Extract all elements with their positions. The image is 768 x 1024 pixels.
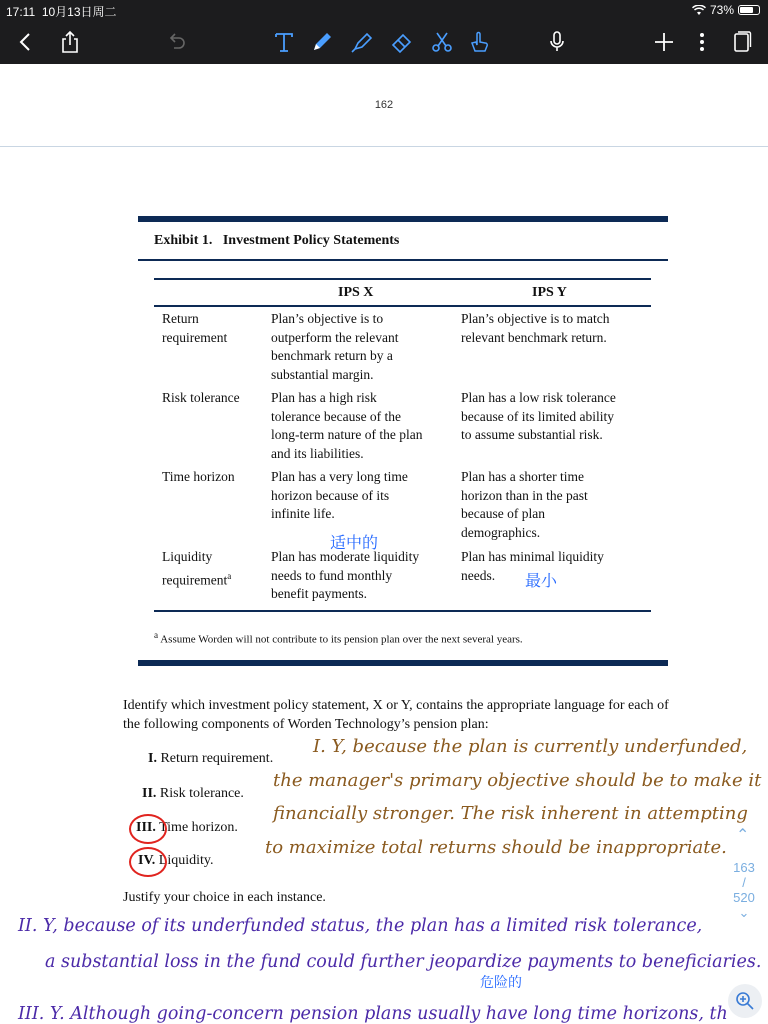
status-bar (0, 0, 768, 20)
handwritten-line: the manager's primary objective should be to make it (273, 770, 762, 791)
red-circle-annotation (129, 847, 167, 877)
exhibit-bottom-rule (138, 660, 668, 666)
pages-icon (729, 29, 755, 55)
status-date: 10月13日周二 (41, 5, 117, 19)
back-button[interactable] (10, 26, 42, 58)
table-top-rule (154, 278, 651, 280)
handwritten-line: II. Y, because of its underfunded status, the plan has a limited risk tolerance, (18, 916, 703, 936)
row-label-risk: Risk tolerance (162, 390, 240, 405)
highlighter-icon (349, 29, 375, 55)
more-button[interactable] (686, 26, 718, 58)
pages-button[interactable] (726, 26, 758, 58)
wifi-icon (692, 5, 706, 16)
pen-tool-button[interactable] (306, 26, 338, 58)
exhibit-footnote: $^a$ Assume Worden will not contribute to its pension plan over the next several years. (154, 630, 523, 646)
lasso-scissors-icon (429, 29, 455, 55)
undo-icon (163, 29, 189, 55)
shapes-tool-button[interactable] (464, 26, 496, 58)
exhibit-title-rule (138, 259, 668, 261)
item-risk: II. Risk tolerance. (142, 786, 244, 801)
handwritten-line: financially stronger. The risk inherent in attempting (273, 803, 748, 824)
pen-icon (309, 29, 335, 55)
handwritten-line: a substantial loss in the fund could further jeopardize payments to beneficiaries. (45, 952, 762, 972)
cell-time-x: Plan has a very long time horizon because of its infinite life. (271, 469, 408, 522)
item-liquidity: IV. Liquidity. (138, 853, 214, 868)
cell-return-x: Plan’s objective is to outperform the relevant benchmark return by a substantial margin. (271, 311, 399, 382)
row-label-return: Return requirement (162, 311, 228, 345)
row-label-time: Time horizon (162, 469, 235, 484)
page-indicator-separator: / (742, 875, 746, 890)
text-tool-button[interactable] (268, 26, 300, 58)
share-button[interactable] (54, 26, 86, 58)
eraser-icon (389, 29, 415, 55)
hand-shapes-icon (467, 29, 493, 55)
text-tool-icon (271, 29, 297, 55)
note-moderate: 适中的 (330, 533, 379, 552)
row-label-liquidity: Liquidity requirement$^a$ (162, 549, 232, 588)
exhibit-top-rule (138, 216, 668, 222)
eraser-tool-button[interactable] (386, 26, 418, 58)
cell-liquidity-x: Plan has moderate liquidity needs to fund monthly benefit payments. (271, 549, 420, 602)
handwritten-line: III. Y. Although going-concern pension plans usually have long time horizons, th (18, 1004, 728, 1024)
document-page[interactable] (0, 64, 768, 1024)
more-vertical-icon (689, 29, 715, 55)
microphone-button[interactable] (541, 26, 573, 58)
microphone-icon (544, 29, 570, 55)
zoom-button[interactable] (728, 984, 762, 1018)
zoom-in-icon (735, 991, 755, 1011)
handwritten-line: to maximize total returns should be inappropriate. (265, 837, 727, 858)
share-icon (57, 29, 83, 55)
cell-risk-x: Plan has a high risk tolerance because of the long-term nature of the plan and its liabilities. (271, 390, 423, 461)
cell-time-y: Plan has a shorter time horizon than in the past because of plan demographics. (461, 469, 588, 540)
red-circle-annotation (129, 814, 167, 844)
plus-icon (651, 29, 677, 55)
handwritten-line: I. Y, because the plan is currently underfunded, (313, 736, 748, 757)
highlighter-tool-button[interactable] (346, 26, 378, 58)
question-text: Identify which investment policy statement, X or Y, contains the appropriate language for each of the following components of Worden Technology’s pension plan: (123, 698, 669, 732)
current-page: 163 (733, 860, 755, 875)
table-header-rule (154, 305, 651, 307)
cell-return-y: Plan’s objective is to match relevant benchmark return. (461, 311, 610, 345)
justify-text: Justify your choice in each instance. (123, 890, 326, 905)
chevron-left-icon (13, 29, 39, 55)
cell-risk-y: Plan has a low risk tolerance because of its limited ability to assume substantial risk. (461, 390, 616, 443)
exhibit-title: Exhibit 1. Investment Policy Statements (154, 233, 400, 248)
item-time: III. Time horizon. (136, 820, 238, 835)
page-down-button[interactable]: ⌄ (738, 905, 750, 920)
table-bottom-rule (154, 610, 651, 612)
column-header-ips-x: IPS X (338, 285, 374, 300)
lasso-tool-button[interactable] (426, 26, 458, 58)
add-page-button[interactable] (648, 26, 680, 58)
cell-liquidity-y: Plan has minimal liquidity needs. (461, 549, 604, 583)
battery-percent: 73% (709, 3, 734, 17)
column-header-ips-y: IPS Y (532, 285, 567, 300)
page-indicator (728, 860, 760, 921)
status-time: 17:11 10月13日周二 (6, 5, 117, 19)
page-up-button[interactable]: ⌃ (736, 827, 750, 844)
toolbar (0, 20, 768, 64)
total-pages: 520 (733, 890, 755, 905)
note-minimal: 最小 (525, 571, 558, 590)
page-separator (0, 146, 768, 147)
undo-button[interactable] (160, 26, 192, 58)
item-return: I. Return requirement. (148, 751, 274, 766)
note-jeopardize: 危险的 (480, 975, 522, 991)
page-number: 162 (374, 99, 394, 111)
battery-icon (738, 5, 760, 15)
footnote-marker: a (227, 570, 232, 581)
